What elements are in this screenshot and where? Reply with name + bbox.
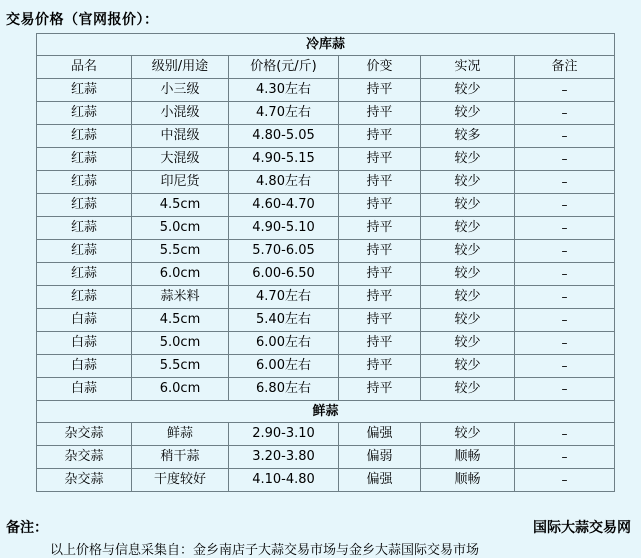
cell-remark: –	[515, 194, 615, 217]
cell-grade: 印尼货	[132, 171, 229, 194]
remarks-label: 备注：	[6, 520, 48, 536]
column-header-grade: 级别/用途	[132, 56, 229, 79]
column-header-remark: 备注	[515, 56, 615, 79]
cell-grade: 大混级	[132, 148, 229, 171]
cell-remark: –	[515, 79, 615, 102]
cell-grade: 5.5cm	[132, 240, 229, 263]
cell-status: 较少	[421, 355, 515, 378]
cell-remark: –	[515, 102, 615, 125]
column-header-row	[37, 56, 615, 79]
cell-status: 较少	[421, 309, 515, 332]
cell-change: 偏强	[339, 469, 421, 492]
cell-status: 较少	[421, 102, 515, 125]
cell-grade: 6.0cm	[132, 263, 229, 286]
table-row	[37, 446, 615, 469]
cell-name: 白蒜	[37, 309, 132, 332]
cell-grade: 蒜米料	[132, 286, 229, 309]
cell-name: 杂交蒜	[37, 423, 132, 446]
cell-price: 4.70左右	[229, 286, 339, 309]
cell-name: 红蒜	[37, 194, 132, 217]
cell-name: 白蒜	[37, 378, 132, 401]
cell-status: 较少	[421, 286, 515, 309]
table-row	[37, 102, 615, 125]
cell-name: 白蒜	[37, 355, 132, 378]
cell-price: 6.00左右	[229, 332, 339, 355]
cell-change: 偏弱	[339, 446, 421, 469]
cell-change: 持平	[339, 355, 421, 378]
table-row	[37, 125, 615, 148]
cell-name: 红蒜	[37, 125, 132, 148]
cell-status: 较少	[421, 263, 515, 286]
table-row	[37, 332, 615, 355]
cell-remark: –	[515, 469, 615, 492]
table-row	[37, 423, 615, 446]
cell-remark: –	[515, 125, 615, 148]
cell-status: 较少	[421, 194, 515, 217]
cell-grade: 小混级	[132, 102, 229, 125]
column-header-status: 实况	[421, 56, 515, 79]
cell-price: 4.30左右	[229, 79, 339, 102]
cell-change: 持平	[339, 263, 421, 286]
cell-grade: 鲜蒜	[132, 423, 229, 446]
cell-status: 较少	[421, 217, 515, 240]
cell-grade: 6.0cm	[132, 378, 229, 401]
cell-name: 红蒜	[37, 217, 132, 240]
cell-remark: –	[515, 332, 615, 355]
column-header-change: 价变	[339, 56, 421, 79]
cell-status: 较少	[421, 423, 515, 446]
cell-remark: –	[515, 309, 615, 332]
cell-price: 4.80-5.05	[229, 125, 339, 148]
cell-status: 顺畅	[421, 469, 515, 492]
cell-price: 6.00-6.50	[229, 263, 339, 286]
cell-change: 持平	[339, 309, 421, 332]
table-row	[37, 240, 615, 263]
cell-grade: 4.5cm	[132, 194, 229, 217]
cell-remark: –	[515, 171, 615, 194]
cell-change: 持平	[339, 240, 421, 263]
table-row	[37, 378, 615, 401]
cell-change: 持平	[339, 378, 421, 401]
cell-status: 较少	[421, 79, 515, 102]
section-title: 冷库蒜	[37, 34, 615, 56]
cell-price: 6.00左右	[229, 355, 339, 378]
cell-remark: –	[515, 217, 615, 240]
cell-price: 4.90-5.10	[229, 217, 339, 240]
cell-grade: 4.5cm	[132, 309, 229, 332]
cell-price: 4.60-4.70	[229, 194, 339, 217]
cell-grade: 小三级	[132, 79, 229, 102]
cell-grade: 稍干蒜	[132, 446, 229, 469]
table-row	[37, 79, 615, 102]
cell-name: 红蒜	[37, 263, 132, 286]
cell-name: 红蒜	[37, 240, 132, 263]
table-row	[37, 286, 615, 309]
price-table	[36, 33, 615, 492]
cell-name: 杂交蒜	[37, 446, 132, 469]
cell-change: 持平	[339, 217, 421, 240]
cell-remark: –	[515, 378, 615, 401]
section-row-fresh	[37, 401, 615, 423]
cell-price: 3.20-3.80	[229, 446, 339, 469]
cell-name: 红蒜	[37, 102, 132, 125]
cell-change: 持平	[339, 171, 421, 194]
cell-price: 4.10-4.80	[229, 469, 339, 492]
cell-price: 5.70-6.05	[229, 240, 339, 263]
cell-status: 较少	[421, 240, 515, 263]
cell-change: 持平	[339, 194, 421, 217]
section-row-cold-storage	[37, 34, 615, 56]
cell-status: 较少	[421, 171, 515, 194]
cell-name: 红蒜	[37, 171, 132, 194]
cell-change: 持平	[339, 286, 421, 309]
cell-grade: 5.0cm	[132, 217, 229, 240]
cell-name: 红蒜	[37, 148, 132, 171]
cell-change: 持平	[339, 79, 421, 102]
table-row	[37, 263, 615, 286]
table-row	[37, 309, 615, 332]
cell-price: 4.70左右	[229, 102, 339, 125]
cell-price: 4.90-5.15	[229, 148, 339, 171]
cell-status: 顺畅	[421, 446, 515, 469]
cell-status: 较少	[421, 332, 515, 355]
cell-remark: –	[515, 423, 615, 446]
cell-status: 较多	[421, 125, 515, 148]
site-brand: 国际大蒜交易网	[533, 520, 631, 536]
cell-remark: –	[515, 355, 615, 378]
cell-name: 杂交蒜	[37, 469, 132, 492]
cell-price: 4.80左右	[229, 171, 339, 194]
cell-price: 2.90-3.10	[229, 423, 339, 446]
table-row	[37, 355, 615, 378]
cell-remark: –	[515, 148, 615, 171]
table-row	[37, 194, 615, 217]
cell-status: 较少	[421, 378, 515, 401]
table-row	[37, 217, 615, 240]
cell-remark: –	[515, 286, 615, 309]
cell-change: 持平	[339, 148, 421, 171]
column-header-price: 价格(元/斤)	[229, 56, 339, 79]
cell-price: 6.80左右	[229, 378, 339, 401]
column-header-name: 品名	[37, 56, 132, 79]
cell-name: 红蒜	[37, 286, 132, 309]
cell-change: 偏强	[339, 423, 421, 446]
cell-remark: –	[515, 240, 615, 263]
table-row	[37, 171, 615, 194]
cell-change: 持平	[339, 125, 421, 148]
page-title: 交易价格（官网报价）：	[6, 12, 159, 28]
cell-name: 红蒜	[37, 79, 132, 102]
table-row	[37, 148, 615, 171]
price-table-body	[37, 34, 615, 492]
cell-change: 持平	[339, 102, 421, 125]
cell-grade: 5.0cm	[132, 332, 229, 355]
cell-name: 白蒜	[37, 332, 132, 355]
cell-price: 5.40左右	[229, 309, 339, 332]
cell-grade: 中混级	[132, 125, 229, 148]
cell-change: 持平	[339, 332, 421, 355]
table-row	[37, 469, 615, 492]
source-note: 以上价格与信息采集自：金乡南店子大蒜交易市场与金乡大蒜国际交易市场	[50, 543, 480, 558]
cell-remark: –	[515, 263, 615, 286]
section-title: 鲜蒜	[37, 401, 615, 423]
cell-grade: 5.5cm	[132, 355, 229, 378]
cell-remark: –	[515, 446, 615, 469]
cell-grade: 干度较好	[132, 469, 229, 492]
cell-status: 较少	[421, 148, 515, 171]
